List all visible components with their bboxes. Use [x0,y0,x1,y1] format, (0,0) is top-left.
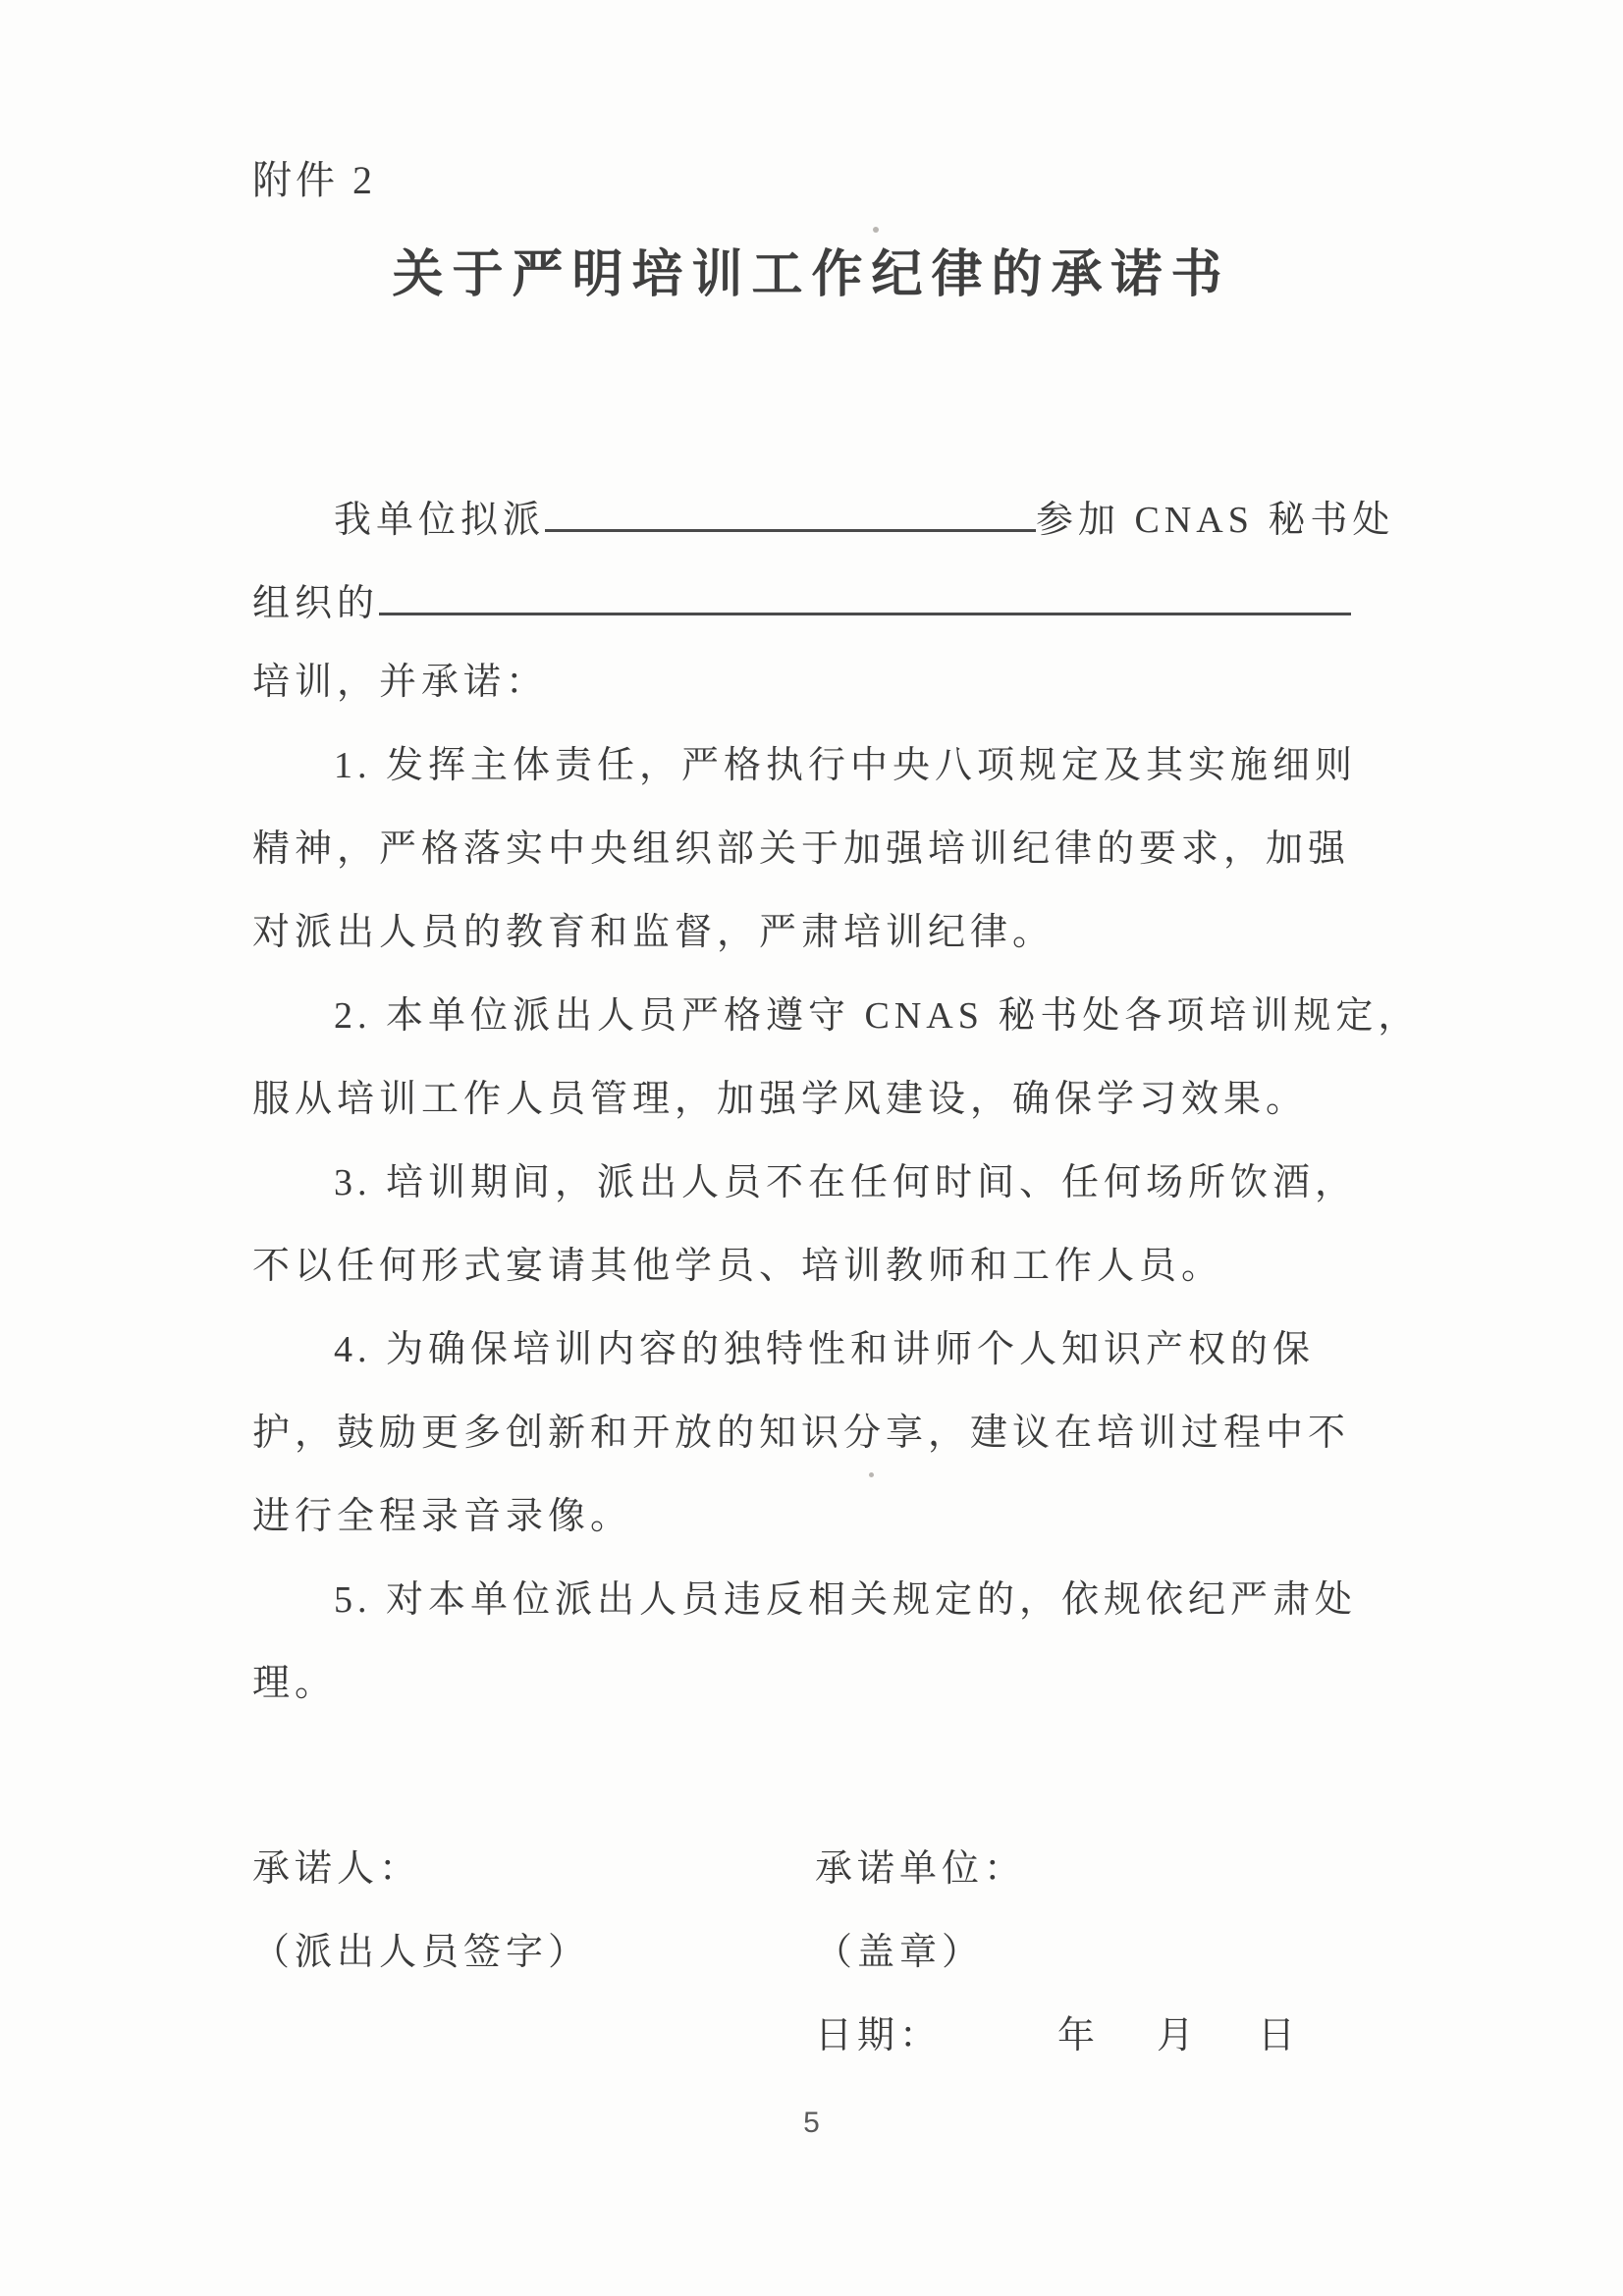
item-1-text: 1. 发挥主体责任，严格执行中央八项规定及其实施细则 [334,745,1358,786]
item-4-line-2: 护，鼓励更多创新和开放的知识分享，建议在培训过程中不 [252,1413,1351,1454]
document-body [252,474,1421,1726]
page-number: 5 [803,2107,820,2139]
signature-block-promiser [252,1828,590,1995]
item-5-line-1 [252,1559,1381,1642]
intro-line-2-prefix: 组织的 [252,583,380,624]
date-line [815,1995,1300,2078]
unit-seal-note: （盖章） [815,1932,985,1973]
item-5-line-2: 理。 [252,1663,338,1704]
intro-line-1-prefix: 我单位拟派 [334,500,546,541]
scan-speck [869,1472,874,1477]
item-1-line-2: 精神，严格落实中央组织部关于加强培训纪律的要求，加强 [252,828,1351,870]
date-year-label: 年 [1057,2015,1101,2056]
unit-label: 承诺单位： [815,1848,1027,1890]
item-1-line-3: 对派出人员的教育和监督，严肃培训纪律。 [252,912,1055,953]
item-1-line-1 [252,724,1381,808]
signature-block-unit [815,1828,1300,2078]
item-2-line-2: 服从培训工作人员管理，加强学风建设，确保学习效果。 [252,1079,1309,1120]
date-month-label: 月 [1157,2015,1200,2056]
item-3-line-2: 不以任何形式宴请其他学员、培训教师和工作人员。 [252,1246,1224,1287]
item-5-text: 5. 对本单位派出人员违反相关规定的，依规依纪严肃处 [334,1579,1358,1621]
promiser-sign-note: （派出人员签字） [252,1932,591,1973]
promiser-label: 承诺人： [252,1848,422,1890]
item-2-text: 2. 本单位派出人员严格遵守 CNAS 秘书处各项培训规定， [334,995,1421,1037]
intro-line-3: 培训，并承诺： [252,662,549,703]
document-title: 关于严明培训工作纪律的承诺书 [392,246,1231,303]
date-label: 日期： [815,2015,943,2056]
attachment-label: 附件 2 [252,158,376,202]
fill-in-blank-course [379,558,1351,615]
intro-line-1-suffix: 参加 CNAS 秘书处 [1036,500,1395,541]
item-3-line-1 [252,1142,1381,1225]
item-2-line-1 [252,975,1421,1058]
item-4-line-3: 进行全程录音录像。 [252,1496,633,1537]
item-4-line-1 [252,1308,1381,1392]
intro-line-1 [252,474,1395,558]
scan-speck [873,227,879,233]
item-4-text: 4. 为确保培训内容的独特性和讲师个人知识产权的保 [334,1329,1316,1370]
fill-in-blank-personnel [545,474,1036,532]
item-3-text: 3. 培训期间，派出人员不在任何时间、任何场所饮酒， [334,1162,1358,1203]
intro-line-2 [252,558,1381,641]
date-day-label: 日 [1258,2015,1301,2056]
